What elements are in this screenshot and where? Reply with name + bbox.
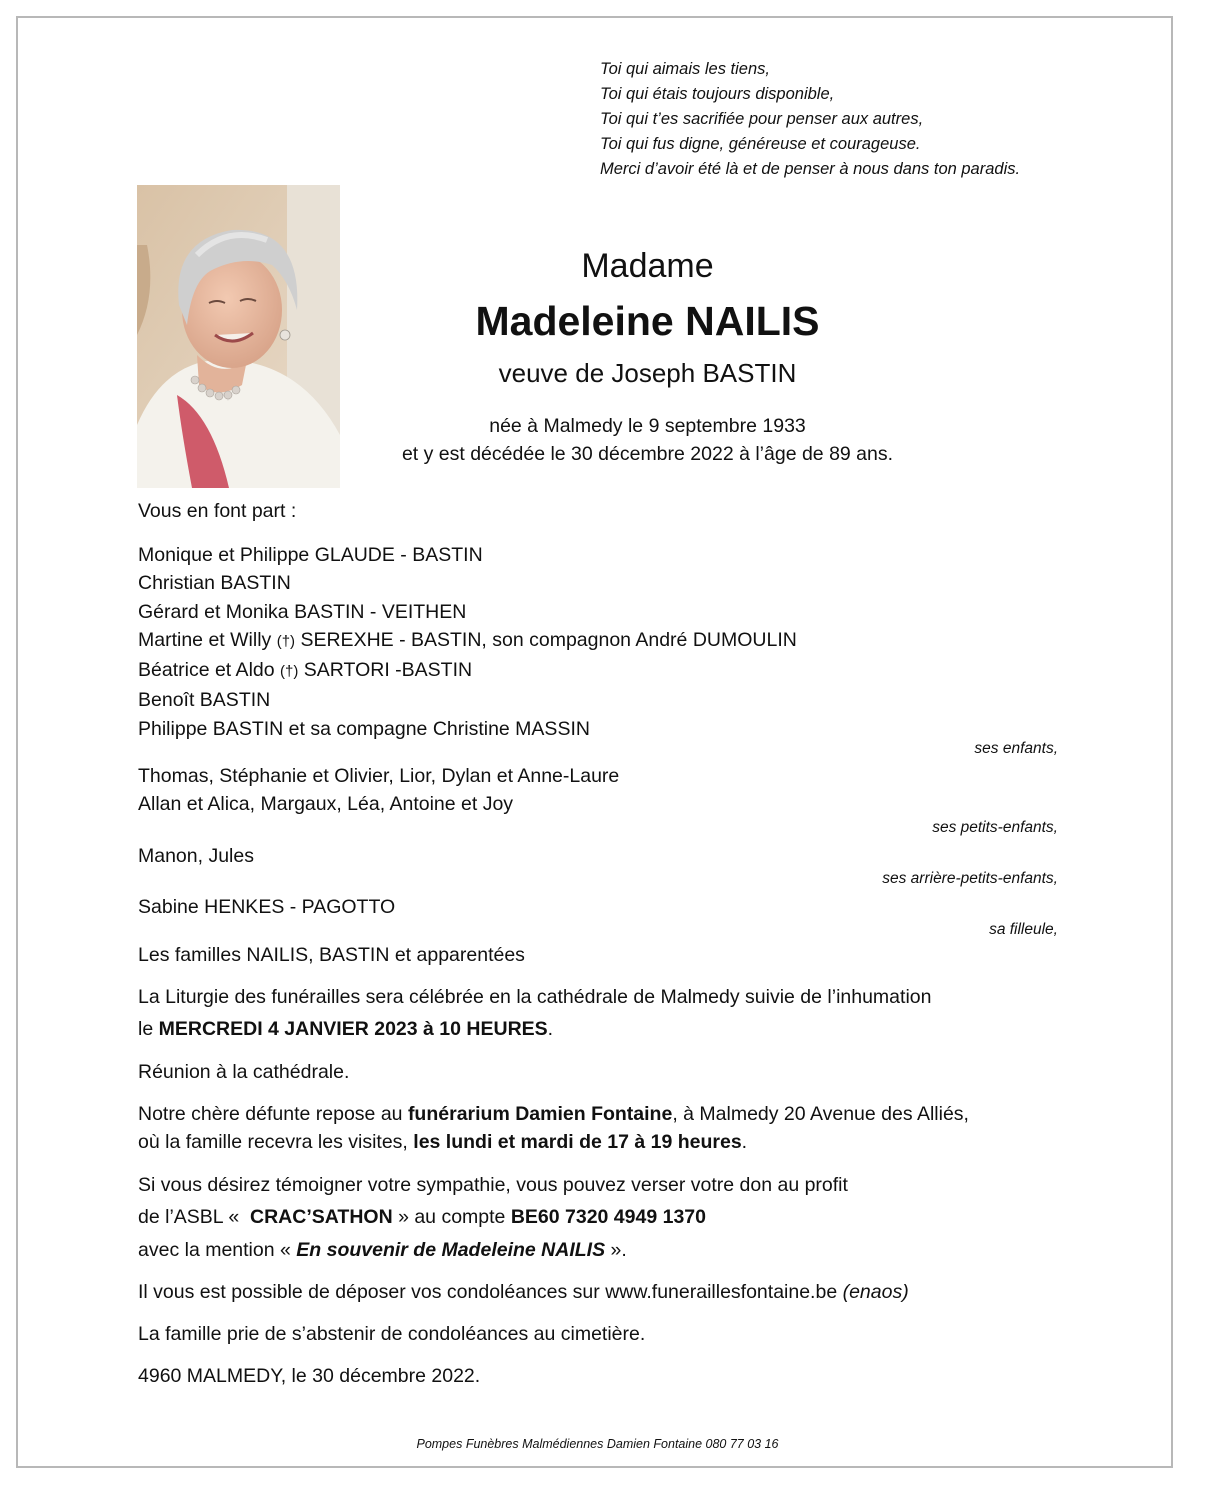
rest-line-2	[138, 1131, 747, 1154]
list-item: Christian BASTIN	[138, 572, 291, 595]
poem	[600, 57, 1020, 182]
list-item: Benoît BASTIN	[138, 689, 271, 712]
list-item-text: SEREXHE - BASTIN, son compagnon André DUMOULIN	[295, 628, 797, 651]
poem-line: Merci d’avoir été là et de penser à nous dans ton paradis.	[600, 160, 1021, 178]
abstain-note: La famille prie de s’abstenir de condoléances au cimetière.	[138, 1323, 646, 1345]
donation-line-1: Si vous désirez témoigner votre sympathie, vous pouvez verser votre don au profit	[138, 1174, 848, 1196]
text: » au compte	[392, 1206, 511, 1228]
text: .	[547, 1018, 554, 1040]
list-item-text: SARTORI -BASTIN	[298, 659, 473, 682]
widow-of: veuve de Joseph BASTIN	[498, 358, 797, 388]
list-item: Sabine HENKES - PAGOTTO	[138, 896, 396, 918]
grandchildren-list	[138, 762, 619, 819]
donation-line-2	[138, 1206, 706, 1229]
rest-line-1	[138, 1103, 969, 1126]
list-item	[138, 656, 797, 686]
footer: Pompes Funèbres Malmédiennes Damien Fontaine 080 77 03 16	[416, 1437, 779, 1451]
deceased-cross: (†)	[276, 632, 296, 650]
poem-line: Toi qui étais toujours disponible,	[600, 85, 835, 103]
portrait-photo	[137, 185, 340, 488]
visiting-hours: les lundi et mardi de 17 à 19 heures	[413, 1131, 742, 1153]
poem-line: Toi qui t’es sacrifiée pour penser aux autres,	[600, 110, 924, 128]
list-item-text: Béatrice et Aldo	[138, 659, 281, 682]
text: de l’ASBL «	[138, 1206, 251, 1228]
children-list	[138, 541, 797, 743]
meeting: Réunion à la cathédrale.	[138, 1061, 350, 1083]
text: le	[138, 1018, 159, 1040]
intro: Vous en font part :	[138, 500, 297, 522]
funeral-date: MERCREDI 4 JANVIER 2023 à 10 HEURES	[158, 1018, 548, 1040]
text: avec la mention «	[138, 1239, 297, 1261]
role-goddaughter: sa filleule,	[989, 921, 1058, 938]
life-dates	[340, 412, 955, 468]
place-date: 4960 MALMEDY, le 30 décembre 2022.	[138, 1365, 481, 1387]
list-item: Allan et Alica, Margaux, Léa, Antoine et Joy	[138, 793, 514, 816]
poem-line: Toi qui aimais les tiens,	[600, 60, 770, 78]
text: Il vous est possible de déposer vos condoléances sur www.funeraillesfontaine.be	[138, 1281, 843, 1303]
goddaughter-list	[138, 893, 395, 921]
list-item: Manon, Jules	[138, 845, 254, 867]
role-grandchildren: ses petits-enfants,	[932, 819, 1058, 836]
list-item	[138, 626, 797, 656]
deceased-cross: (†)	[280, 663, 299, 681]
charity-name: CRAC’SATHON	[250, 1206, 393, 1228]
list-item: Philippe BASTIN et sa compagne Christine MASSIN	[138, 717, 590, 740]
list-item: Gérard et Monika BASTIN - VEITHEN	[138, 600, 467, 623]
birth-line: née à Malmedy le 9 septembre 1933	[489, 415, 806, 437]
text: .	[741, 1131, 748, 1153]
great-grandchildren-list	[138, 842, 254, 870]
families: Les familles NAILIS, BASTIN et apparentées	[138, 944, 525, 966]
donation-line-3	[138, 1239, 627, 1262]
text: , à Malmedy 20 Avenue des Alliés,	[672, 1103, 969, 1125]
deceased-name: Madeleine NAILIS	[475, 298, 820, 344]
funerarium-name: funérarium Damien Fontaine	[407, 1103, 673, 1125]
text: ».	[605, 1239, 627, 1261]
liturgy-line-2	[138, 1018, 553, 1041]
role-great-grandchildren: ses arrière-petits-enfants,	[882, 870, 1058, 887]
text: Notre chère défunte repose au	[138, 1103, 408, 1125]
list-item-text: Martine et Willy	[138, 628, 277, 651]
donation-mention: En souvenir de Madeleine NAILIS	[296, 1239, 606, 1261]
death-line: et y est décédée le 30 décembre 2022 à l’âge de 89 ans.	[401, 443, 894, 465]
liturgy-line-1: La Liturgie des funérailles sera célébrée en la cathédrale de Malmedy suivie de l’inhumation	[138, 986, 932, 1008]
list-item: Thomas, Stéphanie et Olivier, Lior, Dylan et Anne-Laure	[138, 765, 620, 787]
salutation: Madame	[581, 247, 714, 285]
poem-line: Toi qui fus digne, généreuse et courageuse.	[600, 135, 921, 153]
text: (enaos)	[842, 1281, 909, 1303]
text: où la famille recevra les visites,	[138, 1131, 414, 1153]
role-children: ses enfants,	[974, 740, 1058, 757]
list-item: Monique et Philippe GLAUDE - BASTIN	[138, 544, 483, 566]
condolences	[138, 1281, 909, 1304]
bank-account: BE60 7320 4949 1370	[510, 1206, 706, 1228]
